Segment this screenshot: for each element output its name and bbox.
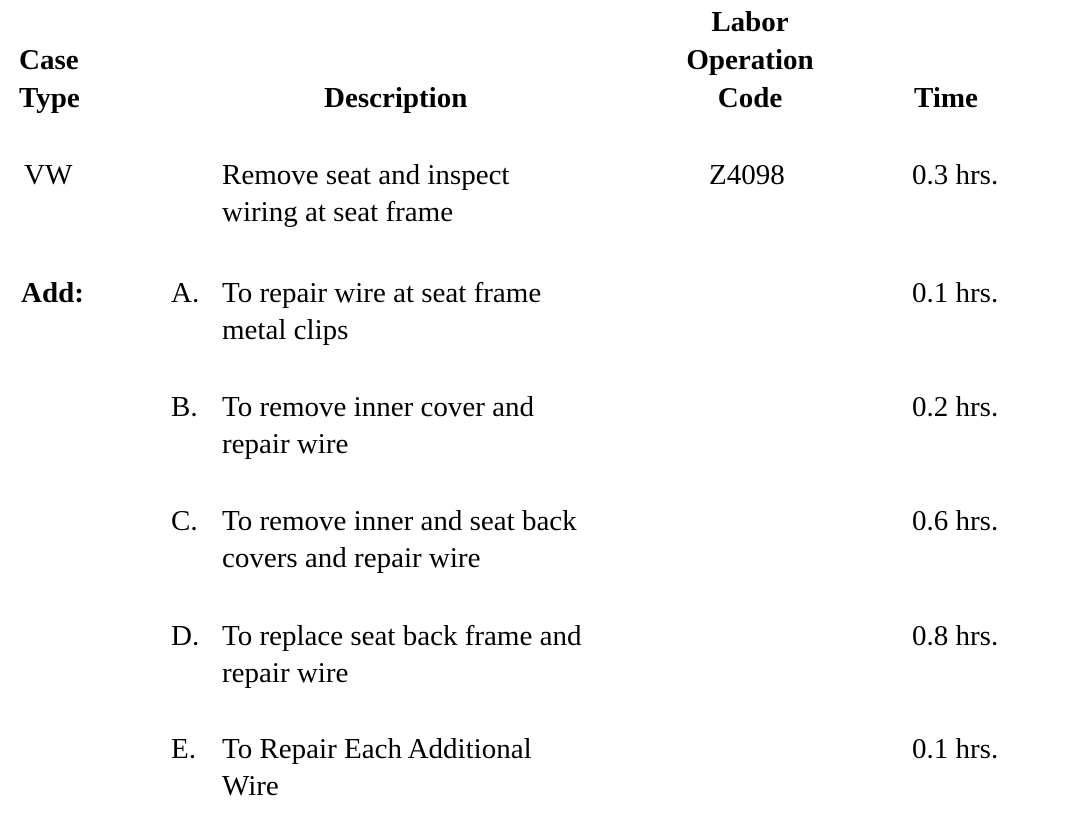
- add-item-line: To replace seat back frame and: [222, 620, 582, 652]
- add-item-time: 0.8 hrs.: [912, 620, 999, 652]
- add-item-letter: B.: [171, 391, 198, 423]
- add-item-line: To repair wire at seat frame: [222, 277, 542, 309]
- header-labor-line-1: Labor: [711, 6, 789, 38]
- add-item-line: repair wire: [222, 428, 349, 460]
- main-description: [222, 157, 510, 231]
- labor-operation-code-value: Z4098: [709, 159, 785, 191]
- add-item-letter: A.: [171, 277, 200, 309]
- header-description: Description: [324, 82, 468, 114]
- add-item-time: 0.2 hrs.: [912, 391, 999, 423]
- add-item-description: [222, 731, 532, 805]
- case-type-value: VW: [24, 159, 73, 191]
- add-item-line: repair wire: [222, 657, 349, 689]
- header-time: Time: [914, 82, 978, 114]
- add-item-line: To remove inner and seat back: [222, 505, 577, 537]
- header-case-type-line-1: Case: [19, 44, 79, 76]
- add-item-time: 0.1 hrs.: [912, 277, 999, 309]
- add-item-line: metal clips: [222, 314, 349, 346]
- header-case-type: [19, 41, 80, 117]
- main-time-value: 0.3 hrs.: [912, 159, 999, 191]
- add-item-letter: C.: [171, 505, 198, 537]
- add-item-letter: E.: [171, 733, 196, 765]
- add-item-description: [222, 503, 577, 577]
- main-description-line-2: wiring at seat frame: [222, 196, 454, 228]
- header-case-type-line-2: Type: [19, 82, 80, 114]
- add-item-description: [222, 275, 541, 349]
- add-item-line: Wire: [222, 770, 279, 802]
- add-item-description: [222, 618, 581, 692]
- add-item-line: covers and repair wire: [222, 542, 481, 574]
- header-labor-operation-code: [650, 3, 850, 117]
- main-description-line-1: Remove seat and inspect: [222, 159, 510, 191]
- add-item-line: To remove inner cover and: [222, 391, 535, 423]
- add-item-letter: D.: [171, 620, 200, 652]
- add-item-time: 0.6 hrs.: [912, 505, 999, 537]
- add-label: Add:: [21, 277, 84, 309]
- add-item-time: 0.1 hrs.: [912, 733, 999, 765]
- header-labor-line-3: Code: [717, 82, 783, 114]
- header-labor-line-2: Operation: [686, 44, 814, 76]
- add-item-line: To Repair Each Additional: [222, 733, 532, 765]
- add-item-description: [222, 389, 534, 463]
